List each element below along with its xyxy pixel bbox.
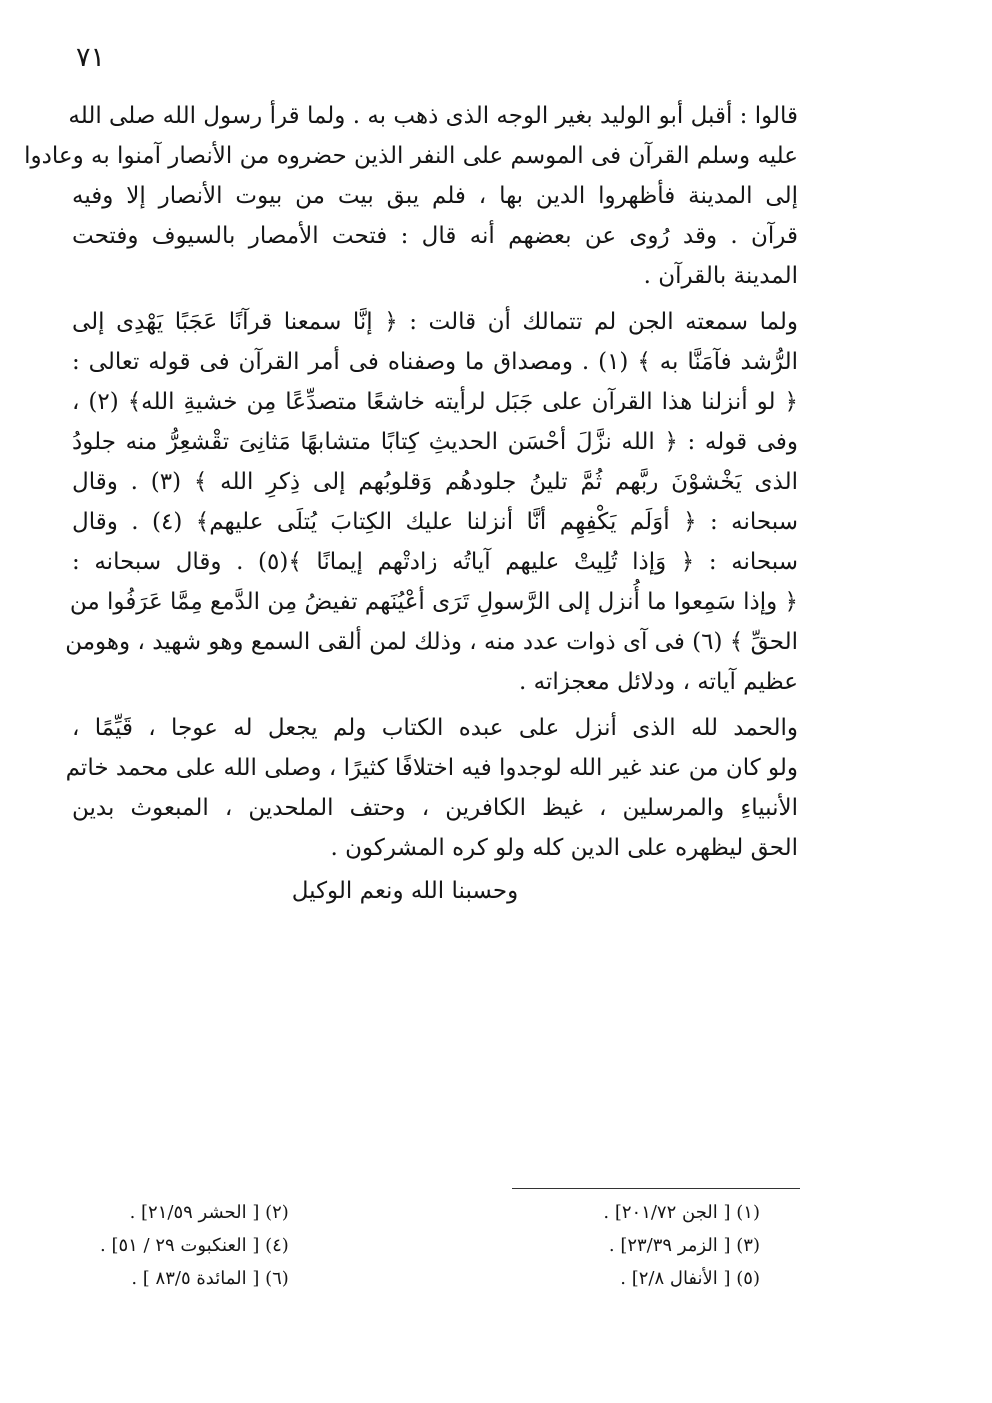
footnote: (١) [ الجن ٢٠١/٧٢] . <box>603 1202 760 1223</box>
paragraph-3 <box>65 708 798 868</box>
text-line: المدينة بالقرآن . <box>643 263 798 289</box>
text-line: ﴿ وإذا سَمِعوا ما أُنزل إلى الرَّسولِ تَرَى أعْيُنَهم تفيضُ مِن الدَّمع مِمَّا عَرَفُوا من <box>69 589 798 615</box>
text-line: والحمد لله الذى أنزل على عبده الكتاب ولم يجعل له عوجا ، قَيِّمًا ، <box>72 715 798 741</box>
footnote: (٢) [ الحشر ٢١/٥٩] . <box>129 1202 289 1223</box>
text-line: سبحانه : ﴿ وَإذا تُلِيتْ عليهم آياتُه زادتْهم إيمانًا ﴾(٥) . وقال سبحانه : <box>72 549 798 575</box>
footnotes <box>100 1196 760 1295</box>
footnote: (٤) [ العنكبوت ٢٩ / ٥١] . <box>100 1235 289 1256</box>
text-line: قرآن . وقد رُوى عن بعضهم أنه قال : فتحت الأمصار بالسيوف وفتحت <box>72 223 798 249</box>
text-line: الأنبياءِ والمرسلين ، غيظ الكافرين ، وحتف الملحدين ، المبعوث بدين <box>72 795 798 821</box>
closing-line: وحسبنا الله ونعم الوكيل <box>291 878 519 904</box>
text-line: الحق ليظهره على الدين كله ولو كره المشركون . <box>330 835 798 861</box>
text-line: عظيم آياته ، ودلائل معجزاته . <box>518 669 798 695</box>
paragraph-1 <box>24 96 798 296</box>
text-line: سبحانه : ﴿ أوَلَم يَكْفِهِم أنَّا أنزلنا عليك الكِتابَ يُتلَى عليهم﴾ (٤) . وقال <box>72 509 798 535</box>
footnote: (٦) [ المائدة ٨٣/٥ ] . <box>131 1268 289 1289</box>
text-line: ولما سمعته الجن لم تتمالك أن قالت : ﴿ إنَّا سمعنا قرآنًا عَجَبًا يَهْدِى إلى <box>72 309 798 335</box>
text-line: ﴿ لو أنزلنا هذا القرآن على جَبَل لرأيته خاشعًا متصدِّعًا مِن خشيةِ الله﴾ (٢) ، <box>72 389 798 415</box>
text-line: الذى يَخْشوْنَ ربَّهم ثُمَّ تلينُ جلودهُم وَقلوبُهم إلى ذِكرِ الله ﴾ (٣) . وقال <box>72 469 798 495</box>
text-line: قالوا : أقبل أبو الوليد بغير الوجه الذى ذهب به . ولما قرأ رسول الله صلى الله <box>68 103 798 129</box>
main-text <box>24 96 798 914</box>
footnote-divider <box>512 1188 800 1189</box>
text-line: ولو كان من عند غير الله لوجدوا فيه اختلافًا كثيرًا ، وصلى الله على محمد خاتم <box>65 755 798 781</box>
footnotes-left-column <box>100 1196 289 1295</box>
text-line: الرُّشد فآمَنَّا به ﴾ (١) . ومصداق ما وصفناه فى أمر القرآن فى قوله تعالى : <box>72 349 798 375</box>
footnote: (٣) [ الزمر ٢٣/٣٩] . <box>608 1235 760 1256</box>
footnotes-right-column <box>603 1196 760 1295</box>
text-line: عليه وسلم القرآن فى الموسم على النفر الذين حضروه من الأنصار آمنوا به وعادوا <box>24 143 798 169</box>
page-number: ٧١ <box>76 42 106 73</box>
paragraph-2 <box>65 302 798 702</box>
footnote: (٥) [ الأنفال ٢/٨] . <box>620 1268 760 1289</box>
text-line: الحقِّ ﴾ (٦) فى آى ذوات عدد منه ، وذلك لمن ألقى السمع وهو شهيد ، وهومن <box>65 629 798 655</box>
text-line: إلى المدينة فأظهروا الدين بها ، فلم يبق بيت من بيوت الأنصار إلا وفيه <box>72 183 798 209</box>
text-line: وفى قوله : ﴿ الله نزَّلَ أحْسَن الحديثِ كِتابًا متشابهًا مَثانِىَ تقْشعِرُّ منه جلودُ <box>72 429 798 455</box>
